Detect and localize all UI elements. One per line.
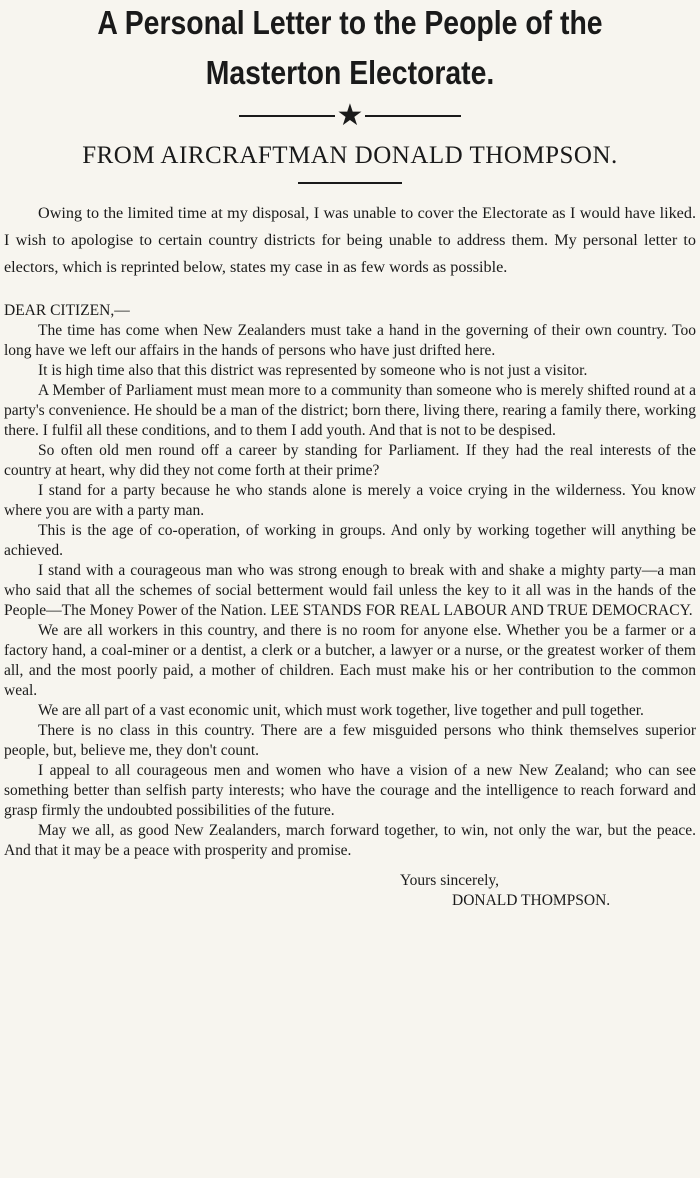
letter-paragraph: A Member of Parliament must mean more to a community than someone who is merely shifted round at a party's convenience. He should be a man of the district; born there, living there, rearing a family there, working there. I fulfil all these conditions, and to them I add youth. And that is not to be despised. <box>4 382 696 439</box>
letter-paragraph: I stand with a courageous man who was strong enough to break with and shake a mighty party—a man who said that all the schemes of social betterment would fail unless the key to it all was in the hands of the People—The Money Power of the Nation. LEE STANDS FOR REAL LABOUR AND TRUE DEMOCRACY. <box>4 562 696 619</box>
letter-paragraph: So often old men round off a career by standing for Parliament. If they had the real interests of the country at heart, why did they not come forth at their prime? <box>4 442 696 479</box>
letter-paragraph: We are all workers in this country, and there is no room for anyone else. Whether you be a farmer or a factory hand, a coal-miner or a dentist, a clerk or a butcher, a lawyer or a nurse, or the greatest worker of them all, and the most poorly paid, a mother of children. Each must make his or her contribution to the common weal. <box>4 622 696 699</box>
letter-paragraph: The time has come when New Zealanders must take a hand in the governing of their own country. Too long have we left our affairs in the hands of persons who have just drifted here. <box>4 322 696 359</box>
divider-rule-left <box>239 115 335 117</box>
star-icon: ★ <box>336 99 364 132</box>
closing: Yours sincerely, <box>400 872 500 889</box>
letter-paragraph: I stand for a party because he who stands alone is merely a voice crying in the wilderness. You know where you are with a party man. <box>4 482 696 519</box>
star-divider <box>4 98 696 134</box>
letter-paragraph: May we all, as good New Zealanders, march forward together, to win, not only the war, but the peace. And that it may be a peace with prosperity and promise. <box>4 822 696 859</box>
signoff <box>4 871 696 911</box>
divider-rule-right <box>365 115 461 117</box>
letter-paragraph: It is high time also that this district was represented by someone who is not just a visitor. <box>38 362 588 379</box>
letter-paragraph: We are all part of a vast economic unit, which must work together, live together and pull together. <box>38 702 644 719</box>
signature: DONALD THOMPSON. <box>452 892 611 909</box>
byline: FROM AIRCRAFTMAN DONALD THOMPSON. <box>82 142 618 169</box>
salutation: DEAR CITIZEN,— <box>4 302 130 319</box>
letter-body <box>4 301 696 861</box>
letter-paragraph: I appeal to all courageous men and women who have a vision of a new New Zealand; who can see something better than selfish party interests; who have the courage and the intelligence to reach forward and grasp firmly the undoubted possibilities of the future. <box>4 762 696 819</box>
letter-paragraph: This is the age of co-operation, of working in groups. And only by working together will anything be achieved. <box>4 522 696 559</box>
headline-line-2: Masterton Electorate. <box>205 54 495 91</box>
headline <box>52 0 647 96</box>
intro-paragraph: Owing to the limited time at my disposal, I was unable to cover the Electorate as I would have liked. I wish to apologise to certain country districts for being unable to address them. My personal letter to electors, which is reprinted below, states my case in as few words as possible. <box>4 204 696 276</box>
letter-paragraph: There is no class in this country. There are a few misguided persons who think themselves superior people, but, believe me, they don't count. <box>4 722 696 759</box>
byline-divider <box>298 182 402 184</box>
headline-line-1: A Personal Letter to the People of the <box>97 4 603 41</box>
